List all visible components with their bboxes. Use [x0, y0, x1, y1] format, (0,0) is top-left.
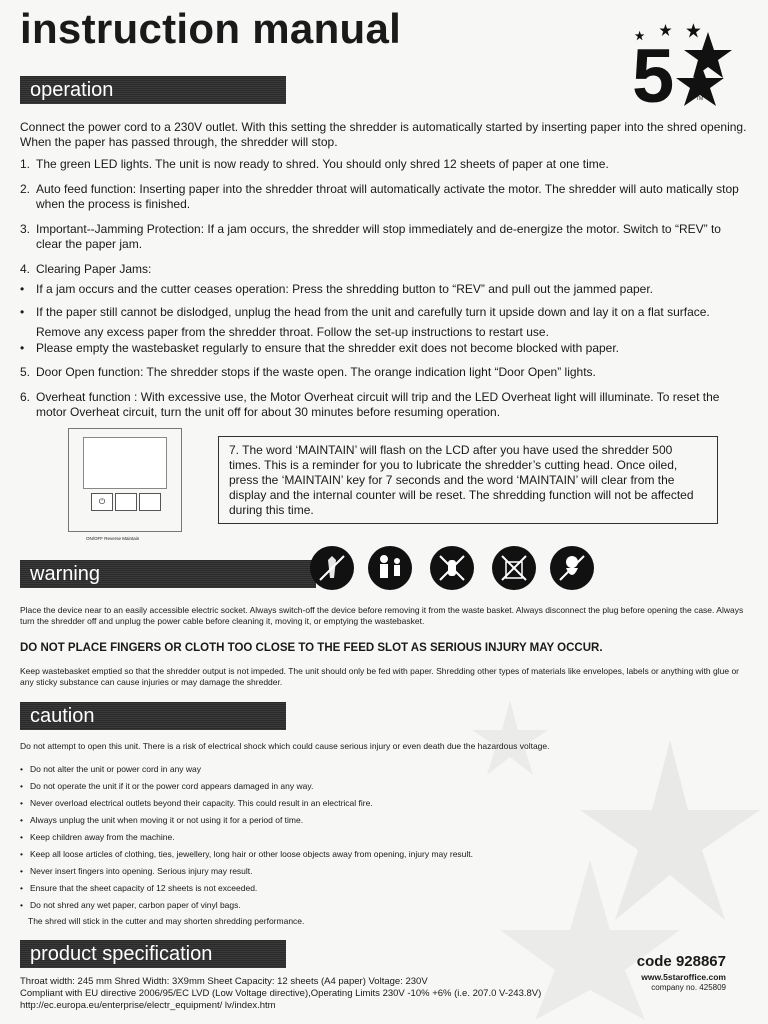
caution-heading: caution — [20, 702, 286, 730]
list-item: 5. Door Open function: The shredder stops if the waste open. The orange indication light “Door Open” lights. — [20, 365, 596, 379]
page-title: instruction manual — [20, 5, 402, 52]
list-item: 2. Auto feed function: Inserting paper into the shredder throat will automatically activate the motor. The shredder will auto matically stop when the process is finished. — [20, 182, 739, 211]
no-tie-icon — [310, 546, 354, 590]
5star-logo — [628, 22, 738, 108]
maintain-key-icon — [139, 493, 161, 511]
list-item: • Keep all loose articles of clothing, ties, jewellery, long hair or other loose objects away from opening, injury may result. — [20, 849, 473, 860]
caution-note: The shred will stick in the cutter and may shorten shredding performance. — [28, 916, 305, 926]
svg-text:TM: TM — [696, 96, 704, 102]
list-item: • Keep children away from the machine. — [20, 832, 175, 843]
list-item: 1. The green LED lights. The unit is now ready to shred. You should only shred 12 sheets of paper at one time. — [20, 157, 609, 171]
spec-line-1: Throat width: 245 mm Shred Width: 3X9mm Sheet Capacity: 12 sheets (A4 paper) Voltage: 230V — [20, 976, 428, 987]
no-hand-icon — [430, 546, 474, 590]
operation-intro: Connect the power cord to a 230V outlet. With this setting the shredder is automatically started by inserting paper into the shred opening. When the paper has passed through, the shredder will stop. — [20, 120, 747, 149]
list-item: 6. Overheat function : With excessive use, the Motor Overheat circuit will trip and the LED Overheat light will illuminate. To reset the motor Overheat circuit, turn the unit off for about 30 minutes before resuming operation. — [20, 390, 720, 419]
spec-heading: product specification — [20, 940, 286, 968]
list-item: • If a jam occurs and the cutter ceases operation: Press the shredding button to “REV” and pull out the jammed paper. — [20, 282, 654, 296]
warning-text-1: Place the device near to an easily accessible electric socket. Always switch-off the device before removing it from the waste basket. Always disconnect the plug before opening the case. Always turn the shredder off and unplug the power cable before cleaning it, moving it, or emptying the wastebasket. — [20, 605, 744, 626]
no-liquid-icon — [492, 546, 536, 590]
list-item: • Do not operate the unit if it or the power cord appears damaged in any way. — [20, 781, 313, 792]
list-item: 3. Important--Jamming Protection: If a jam occurs, the shredder will stop immediately and de-energize the motor. Switch to “REV” to clear the paper jam. — [20, 222, 721, 251]
panel-key-labels: ON/OFF Reverse Maintain — [86, 536, 140, 541]
no-children-icon — [368, 546, 412, 590]
warning-alert: DO NOT PLACE FINGERS OR CLOTH TOO CLOSE TO THE FEED SLOT AS SERIOUS INJURY MAY OCCUR. — [20, 642, 603, 654]
operation-heading: operation — [20, 76, 286, 104]
caution-intro: Do not attempt to open this unit. There is a risk of electrical shock which could cause serious injury or even death due the hazardous voltage. — [20, 741, 550, 751]
star-icon — [684, 32, 732, 78]
no-hair-icon — [550, 546, 594, 590]
control-panel-diagram — [68, 428, 182, 532]
spec-line-3: http://ec.europa.eu/enterprise/electr_equipment/ lv/index.htm — [20, 1000, 276, 1011]
power-key-icon: ⏻ — [91, 493, 113, 511]
product-code: code 928867 — [636, 953, 726, 970]
list-item: • Do not alter the unit or power cord in any way — [20, 764, 201, 775]
list-item: • Ensure that the sheet capacity of 12 sheets is not exceeded. — [20, 883, 257, 894]
maintain-note-box: 7. The word ‘MAINTAIN’ will flash on the LCD after you have used the shredder 500 times. This is a reminder for you to lubricate the shredder’s cutting head. Once oiled, press the ‘MAINTAIN’ key for 7 seconds and the word ‘MAINTAIN’ will clear from the display and the internal counter will be reset. The shredding function will not be affected during this time. — [218, 436, 718, 524]
list-item: • Never overload electrical outlets beyond their capacity. This could result in an electrical fire. — [20, 798, 373, 809]
warning-text-2: Keep wastebasket emptied so that the shredder output is not impeded. The unit should only be fed with paper. Shredding other types of materials like envelopes, labels or anything with glue or any sticky substance can cause injuries or may damage the shredder. — [20, 666, 740, 687]
lcd-display — [83, 437, 167, 489]
website: www.5staroffice.com — [641, 972, 726, 982]
warning-heading: warning — [20, 560, 316, 588]
svg-text:5: 5 — [632, 34, 675, 108]
list-item: • Never insert fingers into opening. Serious injury may result. — [20, 866, 253, 877]
list-item: • Do not shred any wet paper, carbon paper of vinyl bags. — [20, 900, 241, 911]
list-item: 4. Clearing Paper Jams: — [20, 262, 152, 276]
list-item: • Always unplug the unit when moving it or not using it for a period of time. — [20, 815, 303, 826]
star-icon — [686, 23, 700, 37]
company-number: company no. 425809 — [651, 983, 726, 992]
list-item: • Please empty the wastebasket regularly to ensure that the shredder exit does not become blocked with paper. — [20, 341, 620, 355]
spec-line-2: Compliant with EU directive 2006/95/EC LVD (Low Voltage directive),Operating Limits 230V -10% +6% (i.e. 207.0 V-243.8V) — [20, 988, 542, 999]
reverse-key-icon — [115, 493, 137, 511]
list-item: • If the paper still cannot be dislodged, unplug the head from the unit and carefully turn it upside down and lay it on a flat surface. Remove any excess paper from the shredder throat. Follow the set-up instructions to restart use. — [20, 305, 710, 339]
